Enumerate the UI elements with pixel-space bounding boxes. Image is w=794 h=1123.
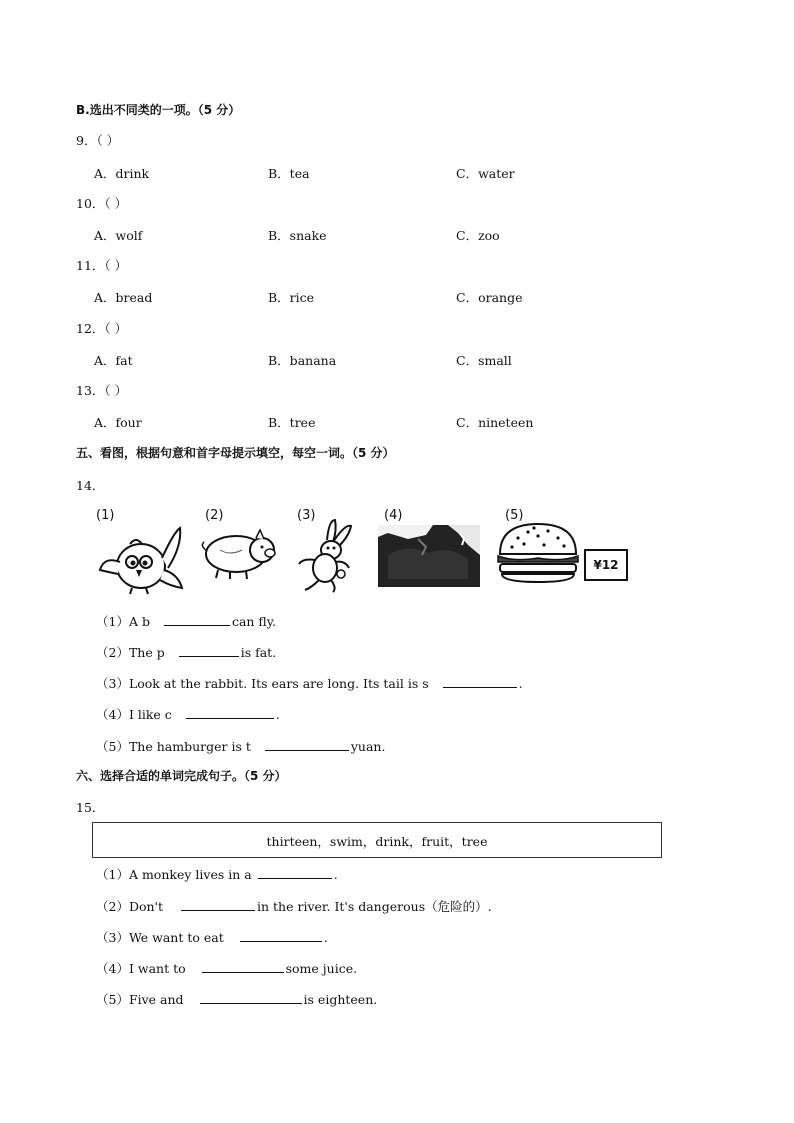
sentence-end: . (275, 707, 280, 722)
sentence-end: yuan. (350, 739, 386, 754)
fill-sentence (96, 898, 492, 915)
answer-blank[interactable] (179, 644, 239, 657)
fill-sentence (96, 991, 377, 1008)
option-a[interactable]: A．four (94, 415, 142, 430)
sentence-start: （1）A monkey lives in a (96, 867, 252, 882)
hamburger-picture (494, 520, 582, 586)
sentence-end: . (333, 867, 338, 882)
answer-blank[interactable] (181, 898, 255, 911)
fill-sentence (96, 706, 280, 723)
sentence-start: （2）The p (96, 645, 165, 660)
option-b[interactable]: B．tea (268, 166, 310, 181)
answer-blank[interactable] (265, 738, 349, 751)
sentence-start: （2）Don't (96, 899, 164, 914)
question-number: 14． (76, 478, 105, 493)
word-bank-box (92, 822, 662, 858)
question-number: 11．（ ） (76, 258, 128, 273)
answer-blank[interactable] (186, 706, 274, 719)
photo-picture (378, 525, 480, 587)
price-tag: ¥12 (584, 549, 628, 581)
question-number: 9．（ ） (76, 133, 120, 148)
answer-blank[interactable] (258, 866, 332, 879)
picture-label: (5) (505, 508, 524, 523)
option-c[interactable]: C．orange (456, 290, 523, 305)
question-number: 12．（ ） (76, 321, 128, 336)
sentence-end: is fat. (240, 645, 277, 660)
picture-label: (1) (96, 508, 115, 523)
fill-sentence (96, 929, 328, 946)
option-b[interactable]: B．banana (268, 353, 337, 368)
fill-sentence (96, 675, 523, 692)
sentence-start: （3）We want to eat (96, 930, 224, 945)
sentence-start: （1）A b (96, 614, 150, 629)
sentence-start: （5）Five and (96, 992, 184, 1007)
picture-label: (2) (205, 508, 224, 523)
word-bank: thirteen，swim，drink，fruit，tree (266, 834, 488, 849)
option-a[interactable]: A．fat (94, 353, 133, 368)
answer-blank[interactable] (240, 929, 322, 942)
option-b[interactable]: B．snake (268, 228, 327, 243)
option-a[interactable]: A．drink (94, 166, 150, 181)
question-number: 15． (76, 800, 105, 815)
sentence-start: （4）I like c (96, 707, 172, 722)
answer-blank[interactable] (202, 960, 284, 973)
fill-sentence (96, 613, 276, 630)
section-heading: B.选出不同类的一项。（5 分） (76, 103, 241, 117)
section-heading: 六、选择合适的单词完成句子。（5 分） (76, 769, 287, 783)
picture-label: (3) (297, 508, 316, 523)
question-number: 10．（ ） (76, 196, 128, 211)
option-b[interactable]: B．tree (268, 415, 316, 430)
option-c[interactable]: C．nineteen (456, 415, 534, 430)
sentence-end: in the river. It's dangerous（危险的）. (257, 899, 492, 914)
sentence-start: （3）Look at the rabbit. Its ears are long. Its tail is s (96, 676, 429, 691)
sentence-end: some juice. (285, 961, 358, 976)
picture-label: (4) (384, 508, 403, 523)
sentence-end: . (518, 676, 523, 691)
fill-sentence (96, 644, 276, 661)
option-a[interactable]: A．wolf (94, 228, 143, 243)
sentence-start: （5）The hamburger is t (96, 739, 251, 754)
answer-blank[interactable] (443, 675, 517, 688)
option-c[interactable]: C．zoo (456, 228, 500, 243)
rabbit-picture (293, 518, 355, 594)
question-number: 13．（ ） (76, 383, 128, 398)
option-c[interactable]: C．water (456, 166, 515, 181)
option-a[interactable]: A．bread (94, 290, 153, 305)
answer-blank[interactable] (164, 613, 230, 626)
bird-picture (96, 522, 186, 597)
option-c[interactable]: C．small (456, 353, 512, 368)
sentence-start: （4）I want to (96, 961, 186, 976)
section-heading: 五、看图，根据句意和首字母提示填空，每空一词。（5 分） (76, 446, 395, 460)
sentence-end: can fly. (231, 614, 277, 629)
pig-picture (200, 526, 280, 581)
fill-sentence (96, 866, 338, 883)
fill-sentence (96, 960, 357, 977)
option-b[interactable]: B．rice (268, 290, 315, 305)
sentence-end: is eighteen. (303, 992, 378, 1007)
fill-sentence (96, 738, 385, 755)
answer-blank[interactable] (200, 991, 302, 1004)
sentence-end: . (323, 930, 328, 945)
